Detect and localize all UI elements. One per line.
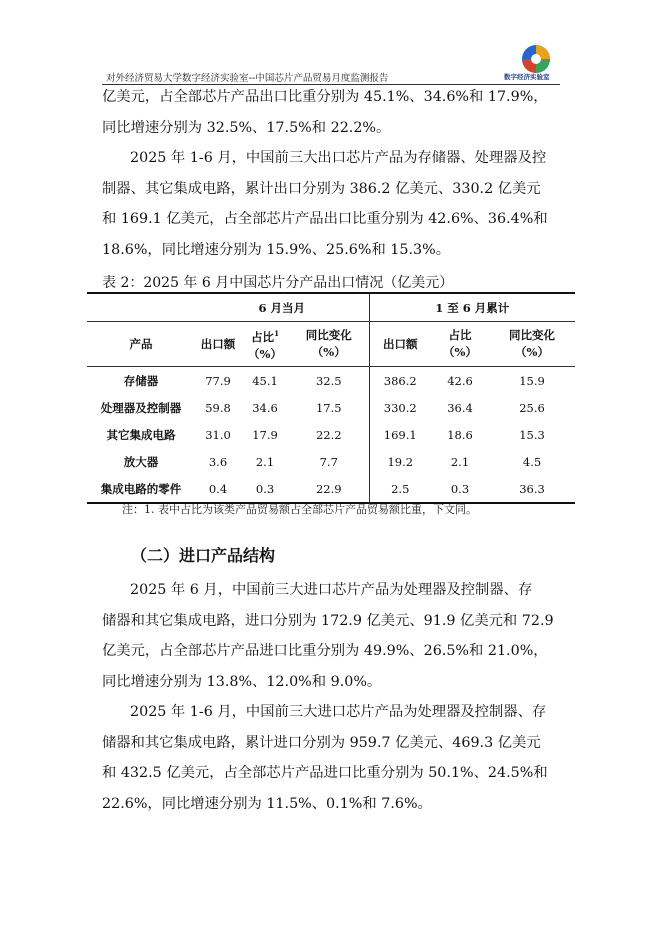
lab-logo-caption: 数字经济实验室 — [504, 73, 550, 81]
table-group-header-empty — [87, 293, 195, 322]
cell-cum-export: 386.2 — [369, 367, 431, 395]
cell-month-yoy: 17.5 — [315, 400, 342, 415]
cell-cum-share: 42.6 — [447, 373, 473, 388]
cell-cum-yoy: 15.9 — [519, 373, 545, 388]
cell-month-export: 77.9 — [205, 373, 231, 388]
cell-month-yoy: 7.7 — [319, 454, 338, 469]
table-header-share — [241, 322, 289, 367]
table-header-export: 出口额 — [195, 322, 241, 367]
text-line: 18.6%，同比增速分别为 15.9%、25.6%和 15.3%。 — [102, 241, 451, 258]
text-line: 亿美元，占全部芯片产品进口比重分别为 49.9%、26.5%和 21.0%， — [102, 643, 548, 659]
text-line: 2025 年 1-6 月，中国前三大进口芯片产品为处理器及控制器、存 — [130, 704, 547, 720]
cell-cum-export: 2.5 — [369, 475, 431, 503]
section-heading-import-structure: （二）进口产品结构 — [131, 546, 276, 565]
cell-product: 处理器及控制器 — [100, 400, 182, 415]
cell-cum-share: 36.4 — [447, 400, 473, 415]
cell-month-share: 2.1 — [255, 454, 275, 469]
table-row — [87, 421, 575, 448]
paragraph-import-cumulative — [102, 697, 562, 819]
table-header-share-cum — [431, 322, 489, 367]
text-line: 和 169.1 亿美元，占全部芯片产品出口比重分别为 42.6%、36.4%和 — [102, 211, 548, 227]
table-row — [87, 367, 575, 395]
table-footnote: 注：1. 表中占比为该类产品贸易额占全部芯片产品贸易额比重，下文同。 — [122, 503, 477, 516]
cell-month-export: 31.0 — [205, 427, 231, 442]
text-line: 2025 年 6 月，中国前三大进口芯片产品为处理器及控制器、存 — [130, 582, 533, 598]
table-header-product: 产品 — [87, 322, 195, 367]
table-header-yoy-cum — [489, 322, 575, 367]
table-header-yoy-cum-label: 同比变化 — [509, 328, 555, 342]
paragraph-import-june — [102, 575, 562, 697]
cell-cum-export: 330.2 — [369, 394, 431, 421]
cell-cum-yoy: 15.3 — [519, 427, 545, 442]
table-header-share-label: 占比 — [251, 329, 275, 344]
cell-product: 其它集成电路 — [106, 427, 176, 442]
text-line: 同比增速分别为 32.5%、17.5%和 22.2%。 — [102, 119, 391, 136]
cell-month-export: 0.4 — [195, 475, 241, 503]
cell-product: 集成电路的零件 — [87, 475, 195, 503]
text-line: 储器和其它集成电路，累计进口分别为 959.7 亿美元、469.3 亿美元 — [102, 734, 541, 751]
paragraph-export-june-cont — [102, 82, 562, 143]
cell-month-share: 17.9 — [252, 427, 278, 442]
text-line: 制器、其它集成电路，累计出口分别为 386.2 亿美元、330.2 亿美元 — [102, 180, 541, 197]
cell-cum-yoy: 36.3 — [489, 475, 575, 503]
table-header-share-cum-unit: （%） — [443, 345, 477, 359]
cell-cum-export: 169.1 — [369, 421, 431, 448]
text-line: 储器和其它集成电路，进口分别为 172.9 亿美元、91.9 亿美元和 72.9 — [102, 612, 554, 629]
table-header-yoy-cum-unit: （%） — [515, 345, 549, 359]
text-line: 22.6%，同比增速分别为 11.5%、0.1%和 7.6%。 — [102, 795, 432, 812]
table-group-header-cumulative: 1 至 6 月累计 — [369, 293, 575, 322]
table-group-header-row — [87, 293, 575, 322]
cell-cum-share: 18.6 — [447, 427, 473, 442]
cell-month-export: 59.8 — [205, 400, 231, 415]
table-caption: 表 2：2025 年 6 月中国芯片分产品出口情况（亿美元） — [102, 275, 454, 291]
cell-month-export: 3.6 — [208, 454, 228, 469]
text-line: 2025 年 1-6 月，中国前三大出口芯片产品为存储器、处理器及控 — [130, 150, 547, 166]
cell-cum-yoy: 25.6 — [519, 400, 545, 415]
cell-cum-export: 19.2 — [369, 448, 431, 475]
text-line: 和 432.5 亿美元，占全部芯片产品进口比重分别为 50.1%、24.5%和 — [102, 765, 548, 781]
cell-cum-share: 2.1 — [450, 454, 470, 469]
cell-month-yoy: 22.9 — [289, 475, 369, 503]
cell-cum-share: 0.3 — [431, 475, 489, 503]
cell-product: 存储器 — [123, 373, 159, 388]
report-header-title: 对外经济贸易大学数字经济实验室--中国芯片产品贸易月度监测报告 — [106, 73, 389, 84]
paragraph-export-cumulative — [102, 143, 562, 265]
cell-month-share: 0.3 — [241, 475, 289, 503]
table-row — [87, 394, 575, 421]
cell-month-share: 34.6 — [252, 400, 278, 415]
table-header-yoy-label: 同比变化 — [305, 328, 352, 342]
table-header-yoy-unit: （%） — [311, 345, 346, 359]
text-line: 亿美元，占全部芯片产品出口比重分别为 45.1%、34.6%和 17.9%， — [102, 89, 548, 105]
cell-month-yoy: 32.5 — [315, 373, 342, 388]
table-header-yoy — [289, 322, 369, 367]
table-row — [87, 475, 575, 503]
table-header-share-unit: （%） — [248, 346, 282, 361]
table-header-share-footnote: 1 — [274, 329, 279, 339]
table-group-header-month: 6 月当月 — [195, 293, 369, 322]
cell-cum-yoy: 4.5 — [522, 454, 542, 469]
cell-month-yoy: 22.2 — [315, 427, 342, 442]
table-header-share-cum-label: 占比 — [448, 328, 472, 342]
export-by-product-table — [87, 292, 575, 504]
table-row — [87, 448, 575, 475]
table-header-export-cum: 出口额 — [369, 322, 431, 367]
cell-month-share: 45.1 — [252, 373, 278, 388]
cell-product: 放大器 — [123, 454, 159, 469]
text-line: 同比增速分别为 13.8%、12.0%和 9.0%。 — [102, 673, 382, 690]
table-column-header-row — [87, 322, 575, 367]
